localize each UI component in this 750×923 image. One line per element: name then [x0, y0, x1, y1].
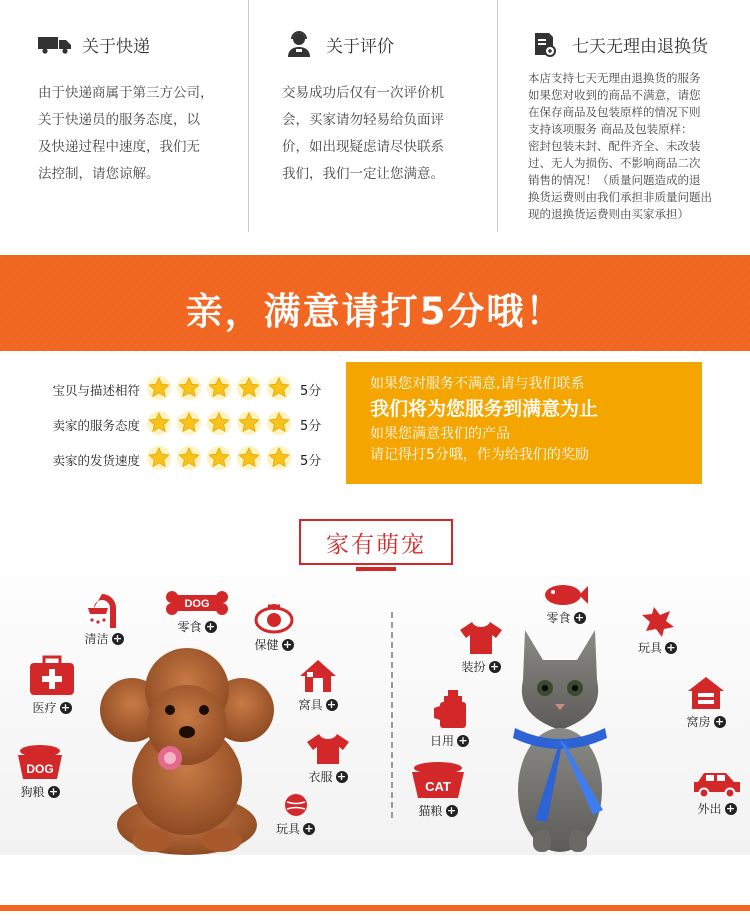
plus-icon: + [48, 784, 59, 798]
satisfaction-notice [346, 362, 702, 484]
pets-section-title: 家有萌宠 [299, 519, 453, 565]
star-icon[interactable] [176, 445, 202, 475]
plus-icon: + [489, 659, 500, 673]
plus-icon: + [205, 619, 216, 633]
delivery-column [38, 30, 243, 188]
item-label: 窝具 [298, 698, 323, 712]
bottom-bar [0, 905, 750, 911]
category-dog-toy[interactable] [276, 792, 315, 837]
rating-row [30, 442, 340, 477]
plus-icon: + [304, 821, 314, 835]
rating-score: 5分 [300, 419, 322, 434]
category-dog-house[interactable] [298, 658, 338, 713]
notice-line: 请记得打5分哦，作为给我们的奖励 [370, 447, 589, 463]
star-icon[interactable] [266, 375, 292, 405]
review-column [282, 30, 492, 188]
category-cat-outing[interactable] [692, 770, 742, 817]
category-cat-snack[interactable] [543, 583, 589, 626]
plus-icon: + [60, 700, 71, 714]
review-title: 关于评价 [326, 36, 394, 57]
plus-icon: + [282, 637, 293, 651]
notice-line: 如果您对服务不满意,请与我们联系 [370, 376, 585, 392]
rating-label: 卖家的服务态度 [52, 417, 140, 433]
category-dog-medical[interactable] [28, 655, 76, 716]
rating-label: 宝贝与描述相符 [52, 382, 140, 398]
returns-text: 密封包装未封、配件齐全、未改装 [528, 139, 701, 153]
rating-score: 5分 [300, 384, 322, 399]
item-label: 玩具 [638, 641, 663, 655]
cat-shirt-icon [458, 620, 504, 656]
shower-icon [82, 590, 126, 628]
item-label: 零食 [546, 611, 571, 625]
item-label: 保健 [254, 638, 279, 652]
category-cat-daily[interactable] [430, 688, 469, 749]
review-text: 我们，我们一定让您满意。 [282, 166, 444, 182]
plus-icon: + [714, 714, 725, 728]
spray-bottle-icon [432, 688, 468, 730]
review-text: 交易成功后仅有一次评价机 [282, 85, 444, 101]
item-label: 狗粮 [20, 785, 45, 799]
rating-row [30, 407, 340, 442]
category-dog-health[interactable] [254, 602, 294, 653]
category-dog-clothes[interactable] [305, 732, 351, 785]
item-label: 日用 [430, 734, 455, 748]
delivery-text: 法控制，请您谅解。 [38, 166, 160, 182]
star-icon[interactable] [266, 410, 292, 440]
dog-tag-text: DOG [184, 598, 210, 610]
rating-label: 卖家的发货速度 [52, 452, 140, 468]
item-label: 装扮 [461, 660, 486, 674]
plus-icon: + [112, 631, 123, 645]
star-icon[interactable] [146, 375, 172, 405]
star-icon[interactable] [206, 375, 232, 405]
plus-icon: + [666, 640, 676, 654]
delivery-text: 由于快递商属于第三方公司， [38, 85, 214, 101]
delivery-text: 关于快递员的服务态度，以 [38, 112, 200, 128]
notice-line: 如果您满意我们的产品 [370, 426, 510, 442]
returns-text: 过、无人为损伤、不影响商品二次 [528, 156, 701, 170]
star-icon[interactable] [206, 445, 232, 475]
return-document-icon [528, 31, 562, 57]
star-icon[interactable] [236, 375, 262, 405]
cat-house-icon [686, 675, 726, 711]
rating-stars[interactable] [146, 375, 292, 405]
returns-title: 七天无理由退换货 [572, 36, 708, 57]
kitten-image [495, 620, 625, 855]
returns-text: 支持该项服务 商品及包装原样： [528, 122, 693, 136]
health-cross-icon [254, 602, 294, 634]
dog-bone-icon [165, 590, 229, 616]
category-dog-snack[interactable] [165, 590, 229, 635]
returns-text: 换货运费则由我们承担非质量问题出 [528, 190, 712, 204]
category-cat-food[interactable] [410, 760, 466, 819]
rating-banner [0, 255, 750, 351]
item-label: 猫粮 [418, 804, 443, 818]
plus-icon: + [446, 803, 457, 817]
dog-food-bowl-icon [16, 743, 64, 781]
star-icon[interactable] [146, 445, 172, 475]
review-text: 会，买家请勿轻易给负面评 [282, 112, 444, 128]
category-cat-house[interactable] [686, 675, 726, 730]
category-cat-toy[interactable] [638, 605, 677, 656]
star-icon[interactable] [236, 445, 262, 475]
item-label: 清洁 [84, 632, 109, 646]
item-label: 玩具 [276, 822, 301, 836]
plus-icon: + [725, 801, 736, 815]
category-dog-clean[interactable] [82, 590, 126, 647]
rating-stars[interactable] [146, 410, 292, 440]
star-icon[interactable] [266, 445, 292, 475]
star-icon[interactable] [236, 410, 262, 440]
rating-list [30, 372, 340, 477]
truck-icon [38, 31, 72, 57]
returns-text: 销售的情况！（质量问题造成的退 [528, 173, 701, 187]
returns-text: 本店支持七天无理由退换货的服务 [528, 71, 701, 85]
rating-row [30, 372, 340, 407]
car-icon [692, 770, 742, 798]
banner-title: 亲，满意请打5分哦！ [185, 290, 565, 333]
delivery-text: 及快递过程中速度，我们无 [38, 139, 200, 155]
item-label: 衣服 [308, 770, 333, 784]
plus-icon: + [326, 697, 337, 711]
star-icon[interactable] [146, 410, 172, 440]
star-icon[interactable] [176, 410, 202, 440]
column-divider [497, 0, 498, 232]
pets-divider [391, 612, 393, 818]
service-person-icon [282, 31, 316, 57]
poodle-image [92, 640, 282, 855]
category-dog-food[interactable] [16, 743, 64, 800]
plus-icon: + [336, 769, 347, 783]
dog-house-icon [298, 658, 338, 694]
cat-toy-icon [640, 605, 676, 637]
cat-tag-text: CAT [425, 779, 451, 794]
rating-score: 5分 [300, 454, 322, 469]
column-divider [248, 0, 249, 232]
t-shirt-icon [305, 732, 351, 766]
notice-headline: 我们将为您服务到满意为止 [370, 398, 599, 420]
delivery-title: 关于快递 [82, 36, 150, 57]
returns-column [528, 30, 743, 223]
plus-icon: + [458, 733, 468, 747]
review-text: 价，如出现疑虑请尽快联系 [282, 139, 444, 155]
item-label: 外出 [697, 802, 722, 816]
rating-stars[interactable] [146, 445, 292, 475]
category-cat-dress[interactable] [458, 620, 504, 675]
ball-icon [283, 792, 309, 818]
plus-icon: + [574, 610, 585, 624]
service-info-section [0, 0, 750, 232]
returns-text: 现的退换货运费则由买家承担） [528, 207, 689, 221]
cat-food-bowl-icon [410, 760, 466, 800]
dog-tag-text: DOG [26, 762, 54, 776]
star-icon[interactable] [176, 375, 202, 405]
item-label: 窝房 [686, 715, 711, 729]
pets-section [0, 535, 750, 855]
star-icon[interactable] [206, 410, 232, 440]
item-label: 医疗 [32, 701, 57, 715]
fish-icon [543, 583, 589, 607]
first-aid-kit-icon [28, 655, 76, 697]
returns-text: 在保存商品及包装原样的情况下则 [528, 105, 701, 119]
item-label: 零食 [177, 620, 202, 634]
returns-text: 如果您对收到的商品不满意，请您 [528, 88, 701, 102]
